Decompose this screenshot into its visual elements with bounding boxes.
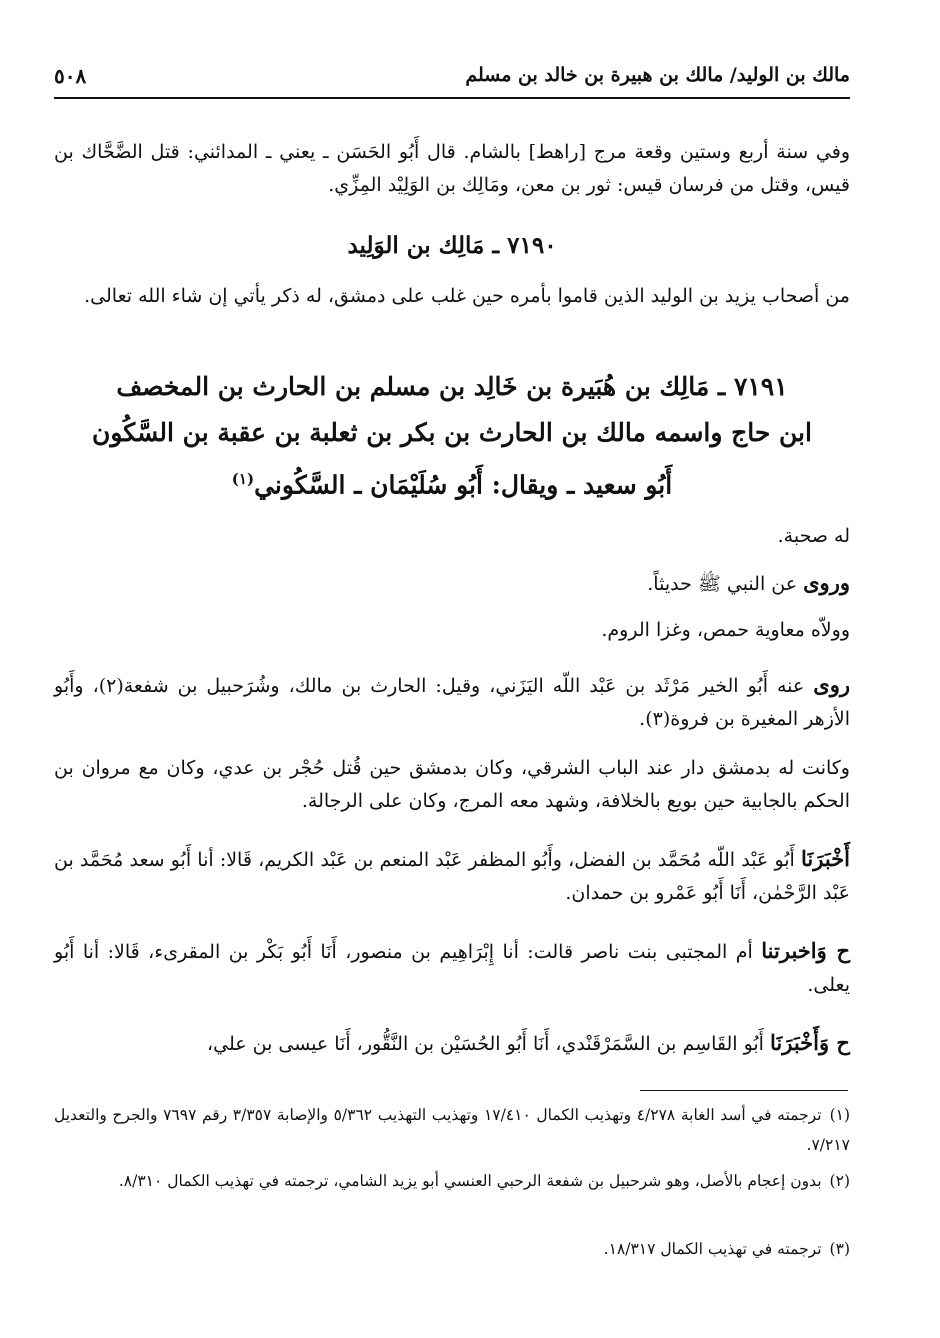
paragraph-10-text: أَبُو القَاسِم بن السَّمَرْقَنْدي، أَنَا أَبُو الحُسَيْن بن النَّقُّور، أَنَا عيسى بن علي، bbox=[206, 1033, 764, 1055]
paragraph-9 bbox=[54, 934, 850, 1002]
entry-heading-7191 bbox=[54, 364, 850, 508]
paragraph-10 bbox=[54, 1026, 850, 1061]
paragraph-4 bbox=[54, 566, 850, 601]
entry-heading-7191-line2: ابن حاج واسمه مالك بن الحارث بن بكر بن ثعلبة بن عقبة بن السَّكُون bbox=[92, 418, 812, 447]
paragraph-7: وكانت له بدمشق دار عند الباب الشرقي، وكان بدمشق حين قُتل حُجْر بن عدي، وكان مع مروان بن الحكم بالجابية حين بويع بالخلافة، وشهد معه المرج، وكان على الرجالة. bbox=[54, 757, 850, 812]
page-header bbox=[54, 60, 850, 96]
footnote-2-text: بدون إعجام بالأصل، وهو شرحبيل بن شفعة الرحبي العنسي أبو يزيد الشامي، ترجمته في تهذيب الكمال ٨/٣١٠. bbox=[118, 1172, 822, 1190]
header-rule bbox=[54, 97, 850, 99]
paragraph-8 bbox=[54, 842, 850, 910]
paragraph-8-lead: أَخْبَرَنَا bbox=[801, 846, 851, 871]
paragraph-10-lead: ح وَأَخْبَرَنَا bbox=[770, 1030, 850, 1055]
paragraph-5: وولاّه معاوية حمص، وغزا الروم. bbox=[601, 619, 850, 641]
paragraph-6 bbox=[54, 668, 850, 736]
footnote-3-text: ترجمته في تهذيب الكمال ١٨/٣١٧. bbox=[603, 1240, 822, 1258]
page-number: ٥٠٨ bbox=[54, 64, 87, 88]
paragraph-6-text: عنه أَبُو الخير مَرْثَد بن عَبْد اللّه اليَزَني، وقيل: الحارث بن مالك، وشُرَحبيل بن شفعة(٢)، وأَبُو الأزهر المغيرة بن فروة(٣). bbox=[54, 675, 850, 730]
paragraph-3: له صحبة. bbox=[777, 525, 850, 547]
footnote-2-number: (٢) bbox=[829, 1172, 850, 1190]
entry-heading-7190: ٧١٩٠ ـ مَالِك بن الوَلِيد bbox=[347, 232, 557, 259]
entry-heading-7191-line3 bbox=[54, 456, 850, 508]
footnote-2 bbox=[54, 1166, 850, 1196]
paragraph-9-lead: ح وَاخبرتنا bbox=[761, 938, 851, 963]
entry-heading-7191-line1: ٧١٩١ ـ مَالِك بن هُبَيرة بن خَالِد بن مسلم بن الحارث بن المخصف bbox=[116, 372, 788, 401]
paragraph-9-text: أم المجتبى بنت ناصر قالت: أنا إِبْرَاهِيم بن منصور، أَنَا أَبُو بَكْر بن المقرىء، قَالا: أنا أَبُو يعلى. bbox=[54, 941, 850, 996]
paragraph-4-text: عن النبي ﷺ حديثاً. bbox=[647, 573, 798, 595]
footnote-1-text: ترجمته في أسد الغابة ٤/٢٧٨ وتهذيب الكمال ١٧/٤١٠ وتهذيب التهذيب ٥/٣٦٢ والإصابة ٣/٣٥٧ رقم ٧٦٩٧ والجرح والتعديل ٧/٢١٧. bbox=[54, 1106, 850, 1154]
footnote-rule bbox=[640, 1090, 848, 1091]
paragraph-2: من أصحاب يزيد بن الوليد الذين قاموا بأمره حين غلب على دمشق، له ذكر يأتي إن شاء الله تعالى. bbox=[84, 285, 850, 307]
entry-heading-7191-line3-text: أَبُو سعيد ـ ويقال: أَبُو سُلَيْمَان ـ السَّكُوني bbox=[254, 470, 673, 500]
footnote-3 bbox=[54, 1234, 850, 1264]
paragraph-4-lead: وروى bbox=[803, 570, 850, 595]
footnote-3-number: (٣) bbox=[829, 1240, 850, 1258]
footnote-1 bbox=[54, 1100, 850, 1160]
paragraph-6-lead: روى bbox=[813, 672, 850, 697]
paragraph-1: وفي سنة أربع وستين وقعة مرج [راهط] بالشام. قال أَبُو الحَسَن ـ يعني ـ المدائني: قتل الضَّحَّاك بن قيس، وقتل من فرسان قيس: ثور بن معن، ومَالِك بن الوَلِيْد المِزِّي. bbox=[54, 141, 850, 196]
paragraph-8-text: أَبُو عَبْد اللّه مُحَمَّد بن الفضل، وأَبُو المظفر عَبْد المنعم بن عَبْد الكريم، قَالا: أنا أَبُو سعد مُحَمَّد بن عَبْد الرَّحْمٰن، أَنَا أَبُو عَمْرو بن حمدان. bbox=[54, 849, 850, 904]
footnote-ref-1: (١) bbox=[231, 470, 255, 488]
running-head: مالك بن الوليد/ مالك بن هبيرة بن خالد بن مسلم bbox=[465, 64, 850, 86]
footnote-1-number: (١) bbox=[829, 1106, 851, 1124]
